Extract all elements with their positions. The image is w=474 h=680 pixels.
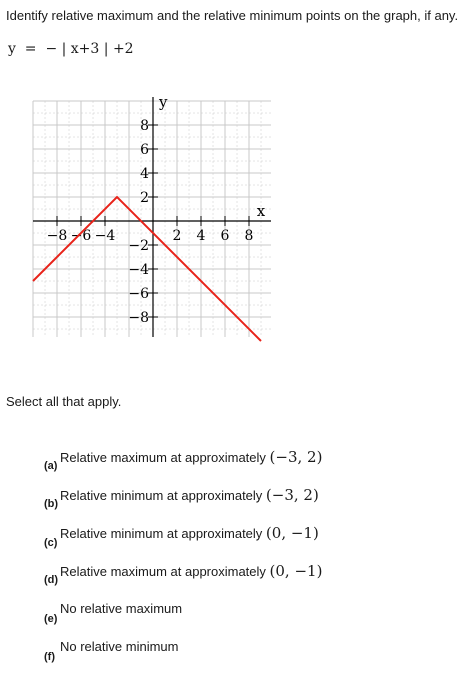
y-tick-label: 8	[140, 118, 149, 134]
choice-c-label: Relative minimum at approximately	[60, 526, 263, 541]
choice-e-letter: (e)	[44, 613, 58, 625]
choice-c-point: (0, −1)	[265, 524, 319, 542]
graph-grid	[33, 101, 271, 337]
choice-d-text	[60, 562, 322, 580]
choice-a-letter: (a)	[44, 460, 58, 472]
x-tick-label: 6	[220, 228, 230, 244]
question-prompt: Identify relative maximum and the relative minimum points on the graph, if any.	[6, 8, 459, 23]
choice-b-point: (−3, 2)	[265, 486, 319, 504]
y-tick-label: −2	[128, 238, 149, 254]
choice-e-text: No relative maximum	[60, 601, 183, 616]
x-tick-label: −6	[70, 228, 92, 244]
y-tick-label: 6	[140, 142, 149, 158]
choice-a-label: Relative maximum at approximately	[60, 450, 266, 465]
question-equation: y = − | x+3 | +2	[8, 41, 134, 57]
graph-labels	[158, 93, 266, 220]
choice-a-text	[60, 448, 322, 466]
x-tick-label: −4	[94, 228, 116, 244]
choice-c[interactable]	[0, 524, 474, 558]
x-axis-label: x	[256, 202, 266, 220]
y-tick-label: −4	[128, 262, 149, 278]
choice-d-point: (0, −1)	[269, 562, 323, 580]
choice-d[interactable]	[0, 562, 474, 596]
y-axis-label: y	[159, 93, 168, 111]
select-all-instruction: Select all that apply.	[6, 394, 122, 409]
y-tick-label: 2	[140, 190, 149, 206]
y-tick-label: 4	[140, 166, 149, 182]
choice-a[interactable]	[0, 448, 474, 482]
choice-a-point: (−3, 2)	[269, 448, 323, 466]
coordinate-graph	[0, 90, 300, 350]
choice-c-text	[60, 524, 319, 542]
y-tick-label: −6	[128, 286, 149, 302]
choice-b-text	[60, 486, 319, 504]
x-tick-label: 4	[196, 228, 206, 244]
choice-d-letter: (d)	[44, 574, 59, 586]
y-tick-label: −8	[128, 310, 149, 326]
choice-d-label: Relative maximum at approximately	[60, 564, 266, 579]
x-tick-label: −8	[46, 228, 68, 244]
choice-c-letter: (c)	[44, 537, 58, 549]
x-tick-label: 8	[244, 228, 254, 244]
x-tick-label: 2	[172, 228, 182, 244]
choice-f[interactable]	[0, 639, 474, 673]
choice-f-letter: (f)	[44, 651, 55, 663]
choice-b-label: Relative minimum at approximately	[60, 488, 263, 503]
choice-f-text: No relative minimum	[60, 639, 179, 654]
choice-b-letter: (b)	[44, 498, 59, 510]
graph-axes	[33, 97, 271, 337]
choice-e[interactable]	[0, 601, 474, 635]
choice-b[interactable]	[0, 486, 474, 520]
